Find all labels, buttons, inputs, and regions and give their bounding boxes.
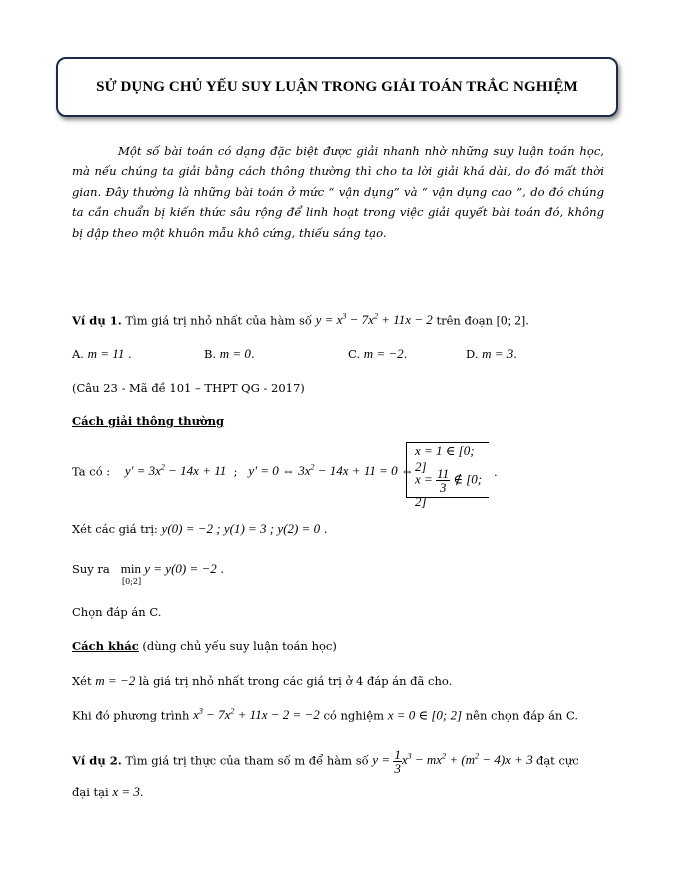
consider-line: Xét m = −2 là giá trị nhỏ nhất trong các giá trị ở 4 đáp án đã cho. — [72, 673, 453, 688]
option-d: D. m = 3. — [466, 346, 517, 361]
values-line: Xét các giá trị: y(0) = −2 ; y(1) = 3 ; y(2) = 0 . — [72, 521, 328, 536]
option-c: C. m = −2. — [348, 346, 408, 361]
example-1-function: $y = x^3 - 7x^2 + 11x - 2$ — [315, 312, 433, 328]
intro-paragraph: Một số bài toán có dạng đặc biệt được giải nhanh nhờ những suy luận toán học, mà nếu chúng ta giải bằng cách thông thường thì cho ta lời giải khá dài, do đó mất thời gian. Đây thường là những bài toán ở mức “ vận dụng” và “ vận dụng cao ”, do đó chúng ta cần chuẩn bị kiến thức sâu rộng để linh hoạt trong việc giải quyết bài toán đó, không bị dập theo một khuôn mẫu khô cứng, thiếu sáng tạo. — [72, 144, 604, 240]
source-note: (Câu 23 - Mã đề 101 – THPT QG - 2017) — [72, 381, 305, 395]
derivative-expr: $y' = 3x^2 - 14x + 11$ — [124, 463, 227, 479]
option-a: A. m = 11 . — [72, 346, 132, 361]
method-2-heading: Cách khác (dùng chủ yếu suy luận toán học) — [72, 639, 337, 653]
derivative-line: Ta có : $y' = 3x^2 - 14x + 11$ ; y' = 0 ⇔ $3x^2 - 14x + 11 = 0$ ⇔ — [72, 463, 414, 479]
solution-system — [406, 442, 489, 509]
page-title: SỬ DỤNG CHỦ YẾU SUY LUẬN TRONG GIẢI TOÁN TRẮC NGHIỆM — [96, 78, 578, 95]
case-2: x = $\frac{11}{3}$ ∉ [0; 2] — [415, 466, 483, 509]
option-b: B. m = 0. — [204, 346, 255, 361]
example-2-line-2: đại tại x = 3. — [72, 784, 144, 799]
system-end: . — [494, 465, 498, 479]
example-1-interval: [0; 2] — [496, 312, 526, 328]
equation-line: Khi đó phương trình $x^3 - 7x^2 + 11x - 2 = -2$ có nghiệm x = 0 ∈ [0; 2] nên chọn đáp án C. — [72, 707, 579, 723]
example-1-text-b: trên đoạn — [436, 313, 497, 328]
case-1: x = 1 ∈ [0; 2] — [415, 443, 475, 474]
infer-line: Suy ra min y = y(0) = −2 . — [72, 561, 225, 576]
min-subscript: [0;2] — [122, 577, 142, 586]
choose-answer: Chọn đáp án C. — [72, 605, 162, 619]
example-2-statement: Ví dụ 2. Tìm giá trị thực của tham số m để hàm số y = $\frac{1}{3}$ $x^3 - mx^2 + (m^2 - 4)x + 3$ đạt cực — [72, 747, 579, 776]
title-box — [56, 57, 618, 117]
method-1-heading: Cách giải thông thường — [72, 414, 225, 428]
derivative-equation: y' = 0 ⇔ $3x^2 - 14x + 11 = 0$ ⇔ — [248, 463, 414, 479]
example-1-text: Tìm giá trị nhỏ nhất của hàm số — [121, 313, 316, 328]
example-1-statement: Ví dụ 1. Tìm giá trị nhỏ nhất của hàm số $y = x^3 - 7x^2 + 11x - 2$ trên đoạn [0; 2]. — [72, 312, 529, 328]
example-1-label: Ví dụ 1. — [72, 313, 122, 328]
example-2-function: y = $\frac{1}{3}$ $x^3 - mx^2 + (m^2 - 4)x + 3$ — [372, 747, 533, 776]
example-2-label: Ví dụ 2. — [72, 753, 122, 768]
